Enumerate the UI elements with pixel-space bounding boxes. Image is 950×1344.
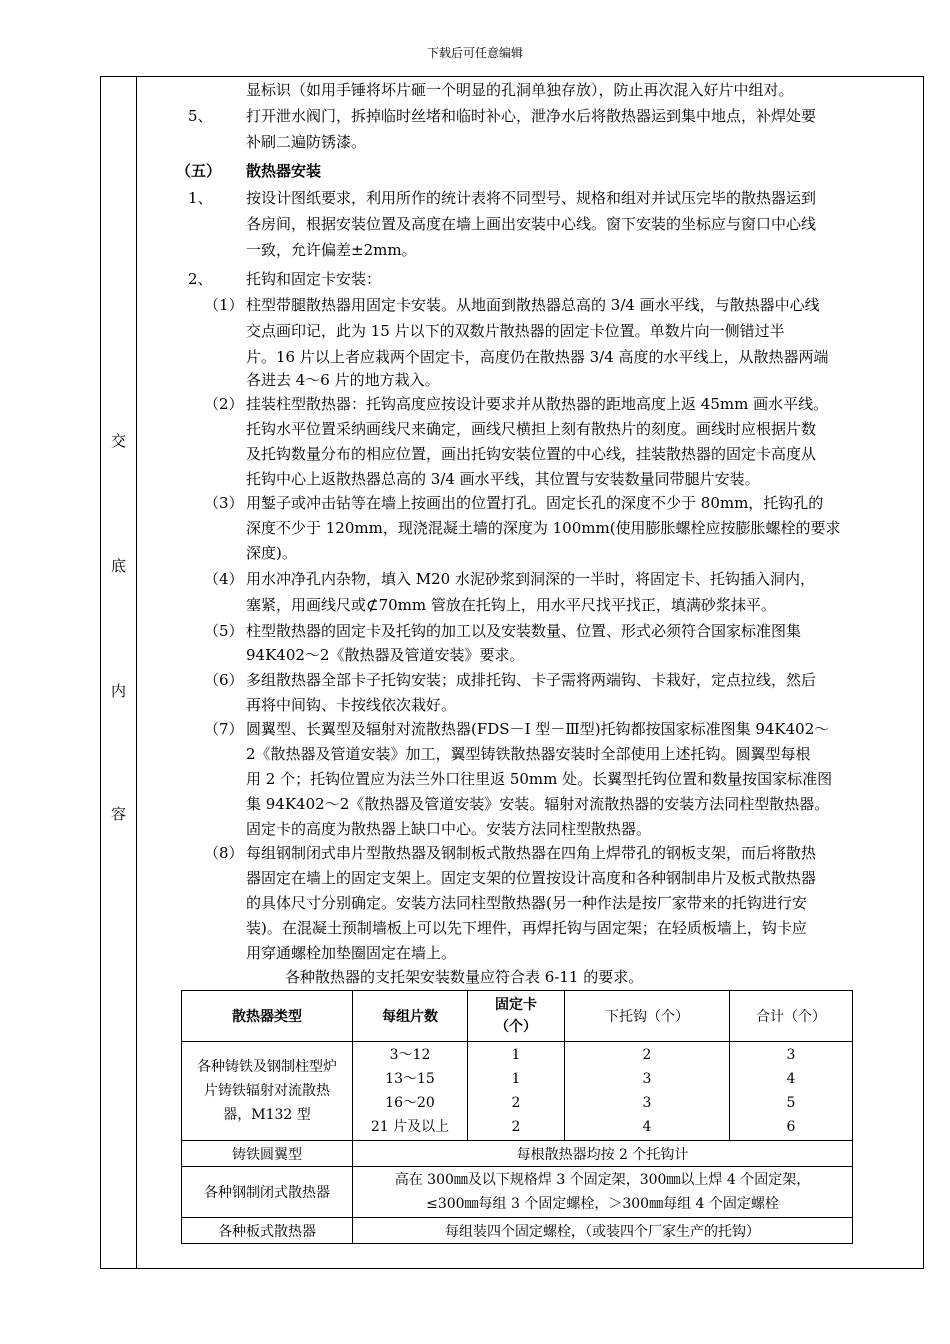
pieces-value: 21 片及以上 [370, 1119, 450, 1135]
text-line: 每组钢制闭式串片型散热器及钢制板式散热器在四角上焊带孔的钢板支架，而后将散热 [246, 844, 817, 862]
table-row [182, 1141, 853, 1167]
hooks-value: 2 [642, 1047, 652, 1063]
text-line: 托钩水平位置采纳画线尺来确定，画线尺横担上刻有散热片的刻度。画线时应根据片数 [246, 420, 817, 438]
text-line: 一致，允许偏差±2mm。 [246, 241, 417, 259]
note-cell [353, 1167, 853, 1218]
note-line: ≤300㎜每组 3 个固定螺栓，＞300㎜每组 4 个固定螺栓 [426, 1196, 779, 1212]
table-header-row [182, 991, 853, 1042]
header-cell: 每组片数 [353, 991, 468, 1042]
text-line: 打开泄水阀门，拆掉临时丝堵和临时补心，泄净水后将散热器运到集中地点，补焊处要 [246, 107, 817, 125]
text-line: 各进去 4～6 片的地方栽入。 [246, 371, 440, 389]
text-line: 托钩和固定卡安装： [246, 270, 382, 288]
text-line: 多组散热器全部卡子托钩安装；成排托钩、卡子需将两端钩、卡栽好，定点拉线，然后 [246, 671, 817, 689]
clips-cell [468, 1042, 565, 1141]
total-value: 5 [786, 1095, 796, 1111]
item-number: （6） [204, 671, 244, 689]
pieces-value: 13～15 [385, 1071, 435, 1087]
text-line: 片。16 片以上者应栽两个固定卡，高度仍在散热器 3/4 高度的水平线上，从散热器两端 [246, 348, 829, 366]
item-number: （7） [204, 720, 244, 738]
clips-value: 1 [511, 1047, 521, 1063]
table-row [182, 1167, 853, 1218]
clips-value: 1 [511, 1071, 521, 1087]
text-line: 器固定在墙上的固定支架上。固定支架的位置按设计高度和各种钢制串片及板式散热器 [246, 869, 817, 887]
header-cell: 合计（个） [730, 991, 853, 1042]
text-line: 显标识（如用手锤将坏片砸一个明显的孔洞单独存放），防止再次混入好片中组对。 [246, 81, 794, 99]
side-label-char-1: 交 [110, 432, 126, 450]
type-cell-text: 各种铸铁及钢制柱型炉片铸铁辐射对流散热器，M132 型 [197, 1059, 337, 1123]
text-line: 深度不少于 120mm，现浇混凝土墙的深度为 100mm(使用膨胀螺栓应按膨胀螺栓的要求 [246, 519, 841, 537]
clips-value: 2 [511, 1095, 521, 1111]
text-line: 托钩中心上返散热器总高的 3/4 画水平线，其位置与安装数量同带腿片安装。 [246, 470, 760, 488]
pieces-value: 3～12 [389, 1047, 431, 1063]
hooks-value: 3 [642, 1095, 652, 1111]
text-line: 按设计图纸要求，利用所作的统计表将不同型号、规格和组对并试压完毕的散热器运到 [246, 189, 817, 207]
table-caption: 各种散热器的支托架安装数量应符合表 6-11 的要求。 [285, 968, 644, 986]
side-label-char-4: 容 [110, 805, 126, 823]
text-line: 用水冲净孔内杂物，填入 M20 水泥砂浆到洞深的一半时，将固定卡、托钩插入洞内， [246, 570, 815, 588]
table-row [182, 1218, 853, 1244]
item-number: （1） [204, 296, 244, 314]
item-number: 5、 [188, 107, 213, 125]
header-cell [468, 991, 565, 1042]
section-number: （五） [176, 162, 222, 180]
text-line: 柱型散热器的固定卡及托钩的加工以及安装数量、位置、形式必须符合国家标准图集 [246, 622, 802, 640]
table-row [182, 1042, 853, 1141]
text-line: 94K402～2《散热器及管道安装》要求。 [246, 646, 525, 664]
text-line: 用穿通螺栓加垫圈固定在墙上。 [246, 944, 457, 962]
text-line: 柱型带腿散热器用固定卡安装。从地面到散热器总高的 3/4 画水平线，与散热器中心线 [246, 296, 820, 314]
text-line: 再将中间钩、卡按线依次栽好。 [246, 696, 457, 714]
item-number: （5） [204, 622, 244, 640]
total-value: 6 [786, 1119, 796, 1135]
text-line: 集 94K402～2《散热器及管道安装》安装。辐射对流散热器的安装方法同柱型散热器。 [246, 795, 830, 813]
clips-value: 2 [511, 1119, 521, 1135]
text-line: 用 2 个；托钩位置应为法兰外口往里返 50mm 处。长翼型托钩位置和数量按国家标准图 [246, 770, 833, 788]
header-cell-text: 固定卡（个） [495, 997, 537, 1035]
item-number: （3） [204, 494, 244, 512]
type-cell: 各种钢制闭式散热器 [182, 1167, 353, 1218]
note-line: 高在 300㎜及以下规格焊 3 个固定架，300㎜以上焊 4 个固定架， [394, 1172, 811, 1188]
hooks-cell [565, 1042, 730, 1141]
text-line: 塞紧，用画线尺或⊄70mm 管放在托钩上，用水平尺找平找正，填满砂浆抹平。 [246, 596, 776, 614]
text-line: 补刷二遍防锈漆。 [246, 133, 367, 151]
side-label-char-3: 内 [110, 682, 126, 700]
text-line: 各房间，根据安装位置及高度在墙上画出安装中心线。窗下安装的坐标应与窗口中心线 [246, 215, 817, 233]
item-number: （8） [204, 844, 244, 862]
hooks-value: 4 [642, 1119, 652, 1135]
item-number: （4） [204, 570, 244, 588]
total-value: 3 [786, 1047, 796, 1063]
text-line: 及托钩数量分布的相应位置，画出托钩安装位置的中心线，挂装散热器的固定卡高度从 [246, 445, 817, 463]
radiator-support-table [181, 990, 853, 1244]
pieces-cell [353, 1042, 468, 1141]
text-line: 挂装柱型散热器：托钩高度应按设计要求并从散热器的距地高度上返 45mm 画水平线。 [246, 395, 829, 413]
text-line: 用錾子或冲击钻等在墙上按画出的位置打孔。固定长孔的深度不少于 80mm，托钩孔的 [246, 494, 824, 512]
type-cell: 铸铁圆翼型 [182, 1141, 353, 1167]
text-line: 圆翼型、长翼型及辐射对流散热器(FDS－I 型－Ⅲ型)托钩都按国家标准图集 94K402～ [246, 720, 830, 738]
label-column-divider [136, 76, 137, 1269]
note-cell: 每根散热器均按 2 个托钩计 [353, 1141, 853, 1167]
side-label-char-2: 底 [110, 557, 126, 575]
total-value: 4 [786, 1071, 796, 1087]
item-number: （2） [204, 395, 244, 413]
item-number: 2、 [188, 270, 213, 288]
text-line: 深度)。 [246, 544, 297, 562]
text-line: 2《散热器及管道安装》加工，翼型铸铁散热器安装时全部使用上述托钩。圆翼型每根 [246, 745, 811, 763]
header-cell: 散热器类型 [182, 991, 353, 1042]
pieces-value: 16～20 [385, 1095, 435, 1111]
text-line: 固定卡的高度为散热器上缺口中心。安装方法同柱型散热器。 [246, 820, 652, 838]
type-cell: 各种板式散热器 [182, 1218, 353, 1244]
total-cell [730, 1042, 853, 1141]
text-line: 装)。在混凝土预制墙板上可以先下埋件，再焊托钩与固定架；在轻质板墙上，钩卡应 [246, 919, 807, 937]
note-cell: 每组装四个固定螺栓，（或装四个厂家生产的托钩） [353, 1218, 853, 1244]
item-number: 1、 [188, 189, 213, 207]
header-cell: 下托钩（个） [565, 991, 730, 1042]
hooks-value: 3 [642, 1071, 652, 1087]
type-cell [182, 1042, 353, 1141]
text-line: 交点画印记，此为 15 片以下的双数片散热器的固定卡位置。单数片向一侧错过半 [246, 322, 785, 340]
text-line: 的具体尺寸分别确定。安装方法同柱型散热器(另一种作法是按厂家带来的托钩进行安 [246, 894, 807, 912]
section-title: 散热器安装 [246, 162, 322, 180]
page-header: 下载后可任意编辑 [426, 46, 523, 60]
